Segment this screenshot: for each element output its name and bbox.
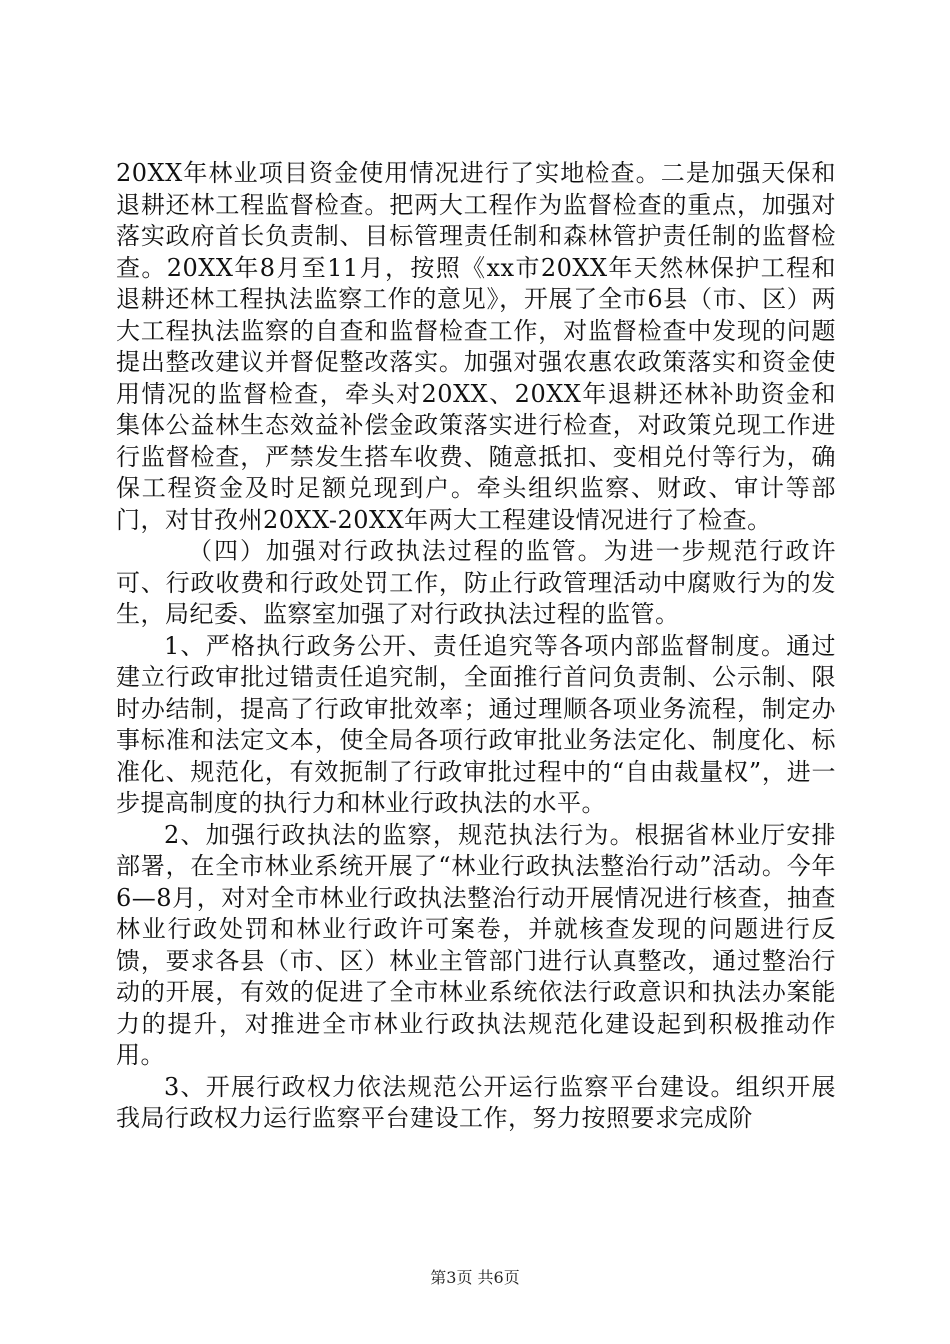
paragraph-item-three: 3、开展行政权力依法规范公开运行监察平台建设。组织开展我局行政权力运行监察平台建设工作，努力按照要求完成阶 [116,1072,836,1132]
paragraph-section-four: （四）加强对行政执法过程的监管。为进一步规范行政许可、行政收费和行政处罚工作，防止行政管理活动中腐败行为的发生，局纪委、监察室加强了对行政执法过程的监管。 [116,537,836,628]
document-body [116,158,836,1135]
paragraph-item-one: 1、严格执行政务公开、责任追究等各项内部监督制度。通过建立行政审批过错责任追究制，全面推行首问负责制、公示制、限时办结制，提高了行政审批效率；通过理顺各项业务流程，制定办事标准和法定文本，使全局各项行政审批业务法定化、制度化、标准化、规范化，有效扼制了行政审批过程中的“自由裁量权”，进一步提高制度的执行力和林业行政执法的水平。 [116,631,836,817]
paragraph-continuation: 20XX年林业项目资金使用情况进行了实地检查。二是加强天保和退耕还林工程监督检查。把两大工程作为监督检查的重点，加强对落实政府首长负责制、目标管理责任制和森林管护责任制的监督检查。20XX年8月至11月，按照《xx市20XX年天然林保护工程和退耕还林工程执法监察工作的意见》，开展了全市6县（市、区）两大工程执法监察的自查和监督检查工作，对监督检查中发现的问题提出整改建议并督促整改落实。加强对强农惠农政策落实和资金使用情况的监督检查，牵头对20XX、20XX年退耕还林补助资金和集体公益林生态效益补偿金政策落实进行检查，对政策兑现工作进行监督检查，严禁发生搭车收费、随意抵扣、变相兑付等行为，确保工程资金及时足额兑现到户。牵头组织监察、财政、审计等部门，对甘孜州20XX-20XX年两大工程建设情况进行了检查。 [116,159,836,534]
paragraph-item-two: 2、加强行政执法的监察，规范执法行为。根据省林业厅安排部署，在全市林业系统开展了“林业行政执法整治行动”活动。今年6—8月，对对全市林业行政执法整治行动开展情况进行核查，抽查林业行政处罚和林业行政许可案卷，并就核查发现的问题进行反馈，要求各县（市、区）林业主管部门进行认真整改，通过整治行动的开展，有效的促进了全市林业系统依法行政意识和执法办案能力的提升，对推进全市林业行政执法规范化建设起到积极推动作用。 [116,820,836,1069]
page-footer: 第3页 共6页 [430,1268,520,1287]
